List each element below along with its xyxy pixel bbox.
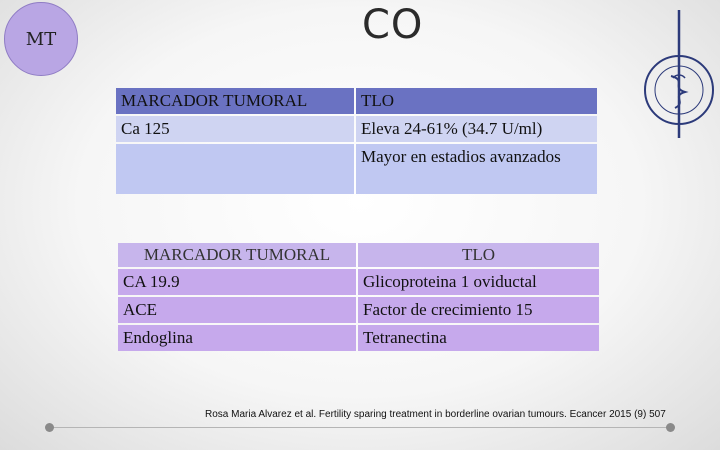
table-row xyxy=(118,297,599,323)
table-row xyxy=(116,144,597,194)
table1-cell-marker: Ca 125 xyxy=(116,116,354,142)
footer-dot-left xyxy=(45,423,54,432)
table2-cell-marker: ACE xyxy=(118,297,356,323)
marker-table-others xyxy=(116,241,601,353)
citation: Rosa Maria Alvarez et al. Fertility sparing treatment in borderline ovarian tumours. Ecancer 2015 (9) 507 xyxy=(205,409,666,420)
table1-header-tlo: TLO xyxy=(356,88,597,114)
table2-cell-marker: Endoglina xyxy=(118,325,356,351)
marker-table-ca125 xyxy=(114,86,599,196)
table2-cell-tlo: Factor de crecimiento 15 xyxy=(358,297,599,323)
table-row xyxy=(118,325,599,351)
slide-title: CO xyxy=(362,2,424,48)
footer-rule xyxy=(52,427,672,428)
slide-badge xyxy=(4,2,78,76)
table-row xyxy=(116,116,597,142)
table2-cell-marker: CA 19.9 xyxy=(118,269,356,295)
table1-cell-tlo: Mayor en estadios avanzados xyxy=(356,144,597,194)
badge-label: MT xyxy=(25,28,57,50)
table1-header-marker: MARCADOR TUMORAL xyxy=(116,88,354,114)
table2-cell-tlo: Glicoproteina 1 oviductal xyxy=(358,269,599,295)
institute-logo xyxy=(640,8,718,140)
table2-header-tlo: TLO xyxy=(358,243,599,267)
table1-cell-marker xyxy=(116,144,354,194)
table-row xyxy=(118,269,599,295)
table2-cell-tlo: Tetranectina xyxy=(358,325,599,351)
table1-cell-tlo: Eleva 24-61% (34.7 U/ml) xyxy=(356,116,597,142)
footer-dot-right xyxy=(666,423,675,432)
table2-header-marker: MARCADOR TUMORAL xyxy=(118,243,356,267)
